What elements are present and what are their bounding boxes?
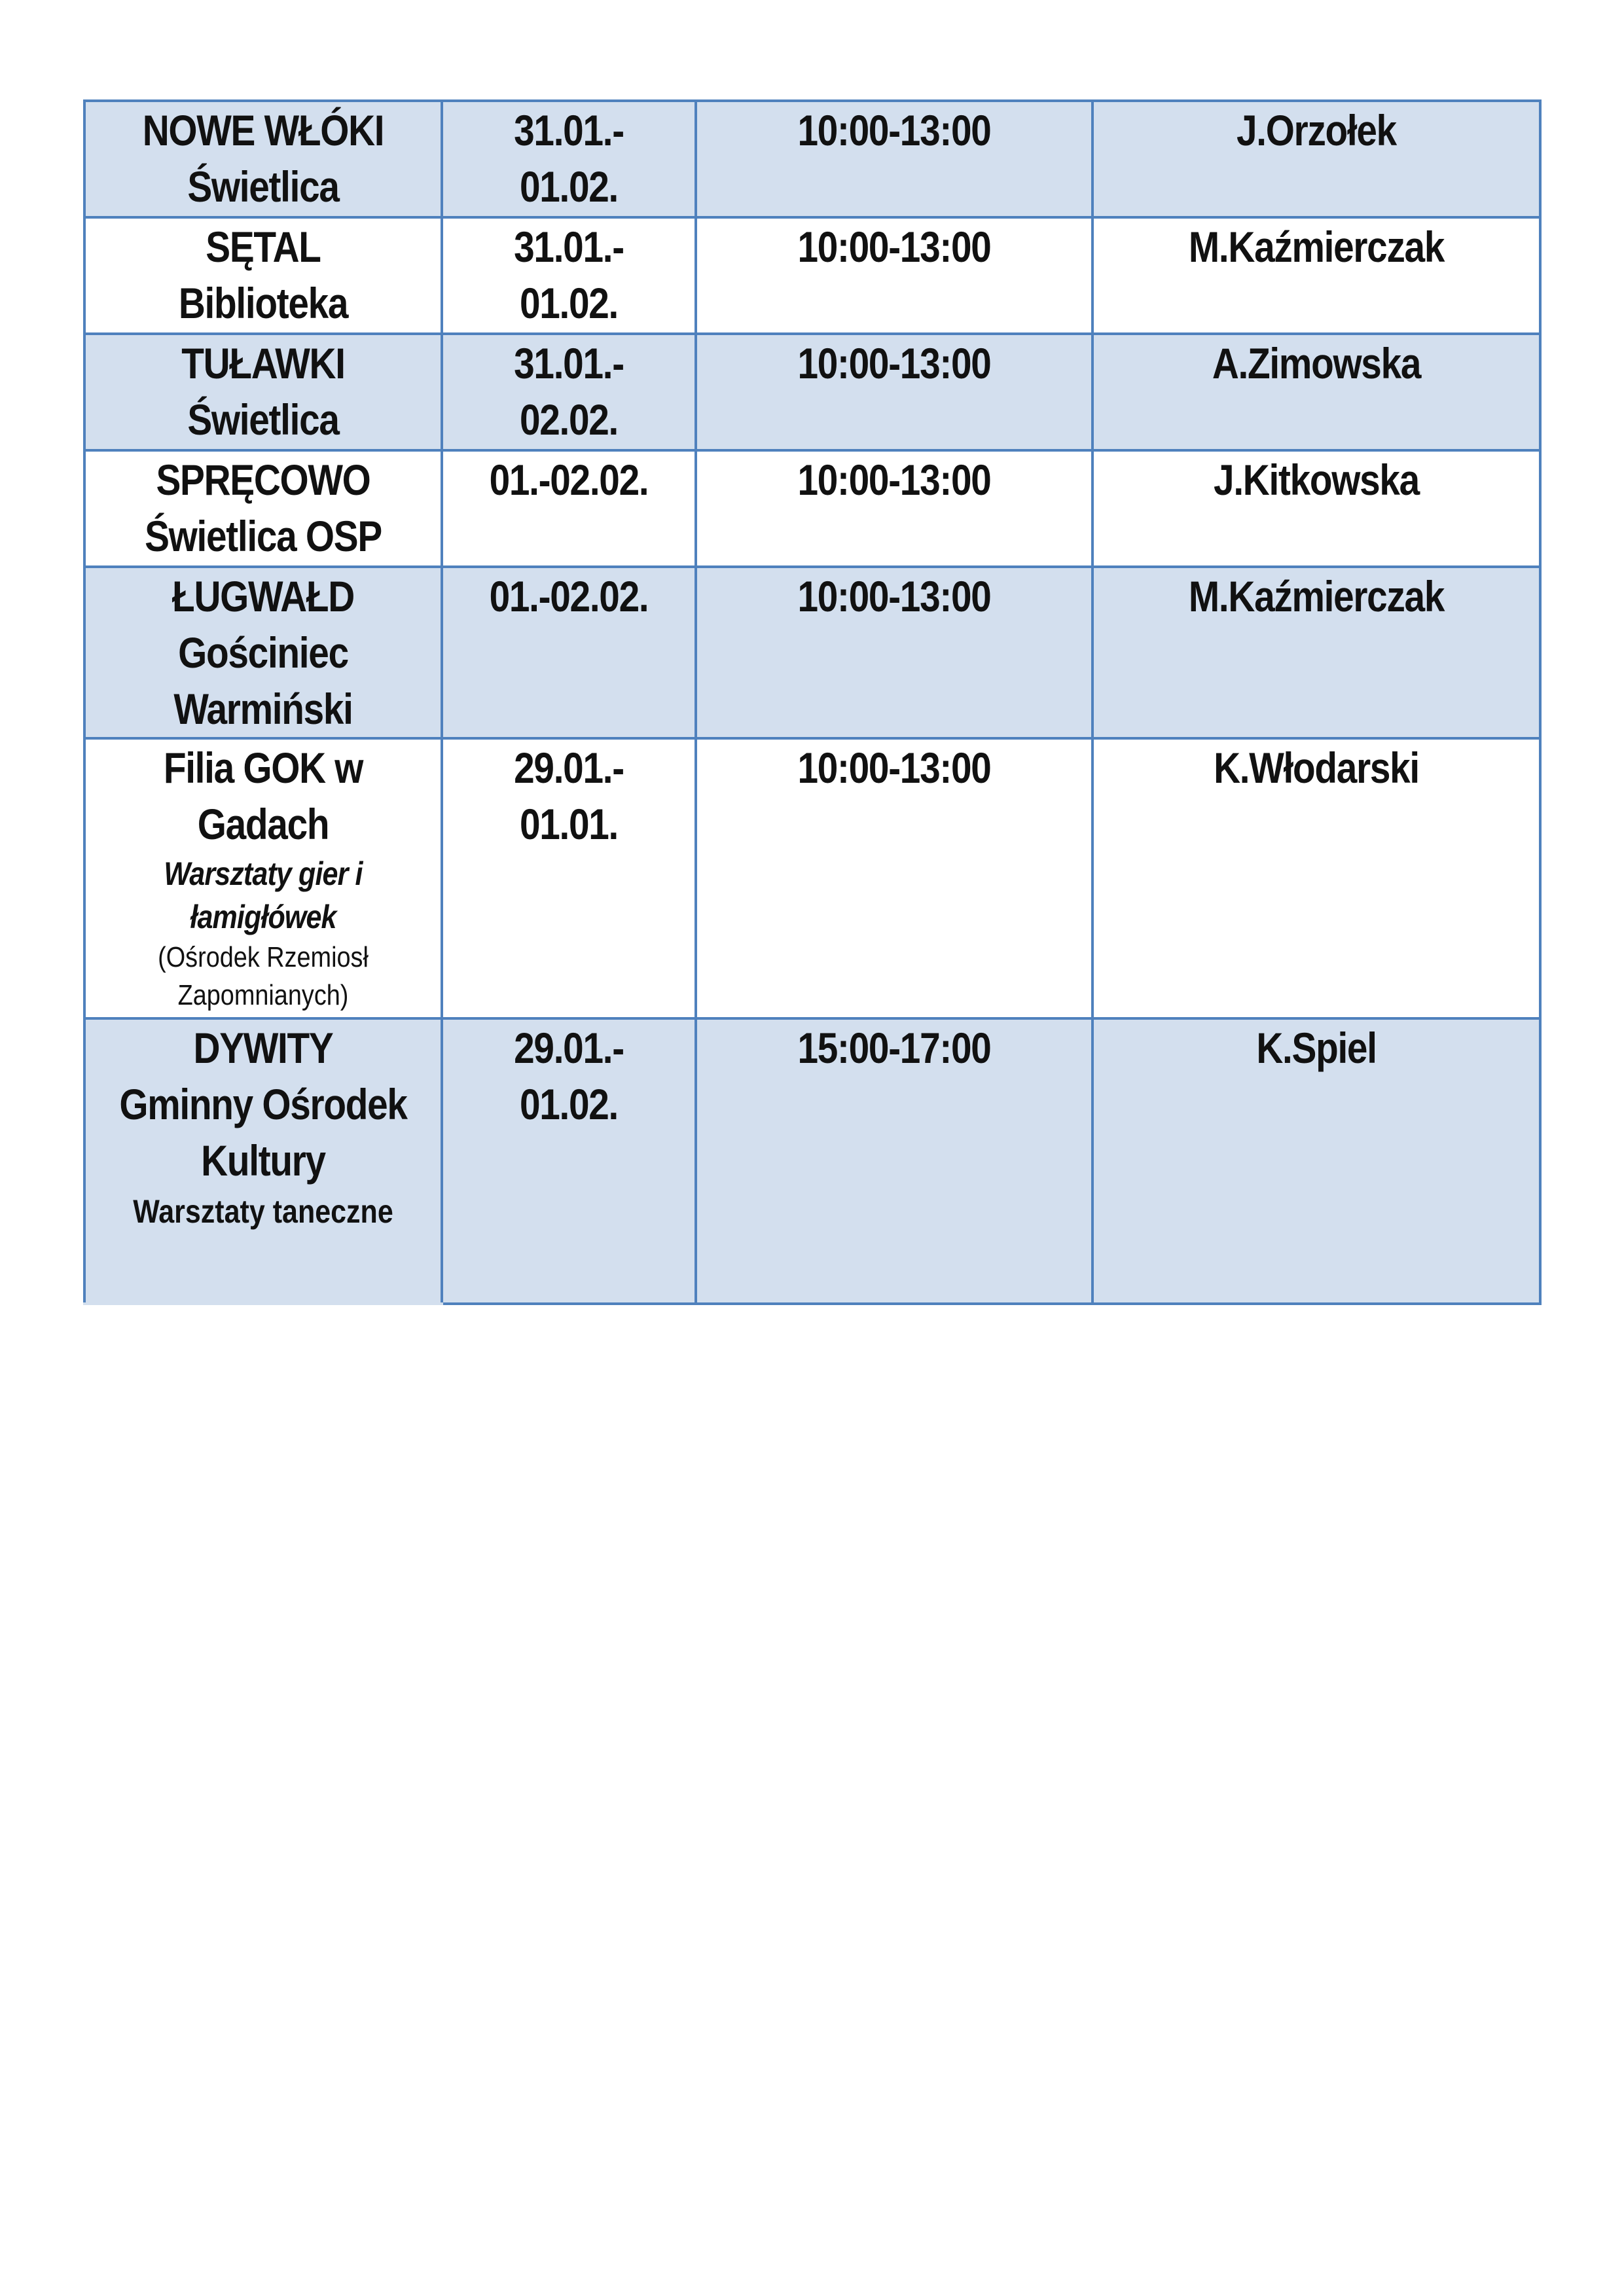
venue-cell	[84, 334, 442, 450]
venue-cell	[84, 450, 442, 567]
date-end: 01.01.	[519, 800, 619, 848]
venue-place: Biblioteka	[178, 279, 348, 327]
schedule-table	[83, 99, 1542, 1305]
person-cell	[1092, 738, 1540, 1018]
time-range: 15:00-17:00	[797, 1024, 991, 1072]
date-start: 31.01.-	[514, 223, 624, 271]
date-end: 01.02.	[519, 162, 619, 211]
venue-name: ŁUGWAŁD	[172, 572, 354, 620]
venue-cell	[84, 1018, 442, 1304]
date-end: 01.02.	[519, 1080, 619, 1128]
date-cell	[442, 738, 696, 1018]
date-cell	[442, 567, 696, 738]
venue-place: Gościniec	[178, 628, 348, 677]
date-range: 01.-02.02.	[489, 572, 649, 620]
time-cell	[696, 1018, 1092, 1304]
person-name: A.Zimowska	[1212, 339, 1421, 387]
person-cell	[1092, 101, 1540, 217]
venue-note: Zapomnianych)	[177, 979, 349, 1011]
venue-activity: łamigłówek	[190, 899, 336, 935]
venue-place: Kultury	[201, 1136, 325, 1185]
venue-name: DYWITY	[193, 1024, 333, 1072]
date-cell	[442, 450, 696, 567]
time-range: 10:00-13:00	[797, 223, 991, 271]
time-cell	[696, 334, 1092, 450]
time-cell	[696, 101, 1092, 217]
venue-cell	[84, 101, 442, 217]
venue-place: Warmiński	[173, 685, 353, 733]
date-start: 31.01.-	[514, 339, 624, 387]
venue-place: Świetlica OSP	[145, 512, 382, 560]
time-cell	[696, 450, 1092, 567]
venue-place: Świetlica	[187, 395, 339, 444]
venue-cell	[84, 738, 442, 1018]
person-cell	[1092, 217, 1540, 334]
venue-activity: Warsztaty gier i	[164, 855, 363, 892]
time-cell	[696, 567, 1092, 738]
table-row	[84, 450, 1540, 567]
venue-place: Gminny Ośrodek	[119, 1080, 407, 1128]
venue-name: Filia GOK w	[163, 744, 363, 792]
person-name: K.Włodarski	[1214, 744, 1419, 792]
table-row	[84, 567, 1540, 738]
table-row	[84, 1018, 1540, 1304]
table-row	[84, 738, 1540, 1018]
time-range: 10:00-13:00	[797, 339, 991, 387]
date-cell	[442, 217, 696, 334]
time-cell	[696, 217, 1092, 334]
date-start: 29.01.-	[514, 1024, 624, 1072]
person-name: M.Kaźmierczak	[1188, 223, 1445, 271]
date-start: 31.01.-	[514, 106, 624, 154]
table-row	[84, 217, 1540, 334]
venue-cell	[84, 217, 442, 334]
date-start: 29.01.-	[514, 744, 624, 792]
person-cell	[1092, 334, 1540, 450]
date-end: 02.02.	[519, 395, 619, 444]
venue-cell	[84, 567, 442, 738]
date-cell	[442, 101, 696, 217]
person-cell	[1092, 567, 1540, 738]
time-range: 10:00-13:00	[797, 744, 991, 792]
venue-note: (Ośrodek Rzemiosł	[158, 941, 369, 973]
time-range: 10:00-13:00	[797, 106, 991, 154]
venue-name: TUŁAWKI	[181, 339, 345, 387]
date-range: 01.-02.02.	[489, 456, 649, 504]
person-cell	[1092, 450, 1540, 567]
person-name: K.Spiel	[1256, 1024, 1377, 1072]
time-range: 10:00-13:00	[797, 456, 991, 504]
venue-name: SĘTAL	[206, 223, 321, 271]
date-cell	[442, 1018, 696, 1304]
venue-name: NOWE WŁÓKI	[142, 106, 384, 154]
person-name: J.Orzołek	[1236, 106, 1396, 154]
person-name: J.Kitkowska	[1214, 456, 1419, 504]
table-row	[84, 101, 1540, 217]
time-range: 10:00-13:00	[797, 572, 991, 620]
person-name: M.Kaźmierczak	[1188, 572, 1445, 620]
table-row	[84, 334, 1540, 450]
time-cell	[696, 738, 1092, 1018]
person-cell	[1092, 1018, 1540, 1304]
date-cell	[442, 334, 696, 450]
venue-activity: Warsztaty taneczne	[133, 1193, 393, 1230]
date-end: 01.02.	[519, 279, 619, 327]
venue-place: Świetlica	[187, 162, 339, 211]
venue-place: Gadach	[197, 800, 329, 848]
venue-name: SPRĘCOWO	[156, 456, 370, 504]
